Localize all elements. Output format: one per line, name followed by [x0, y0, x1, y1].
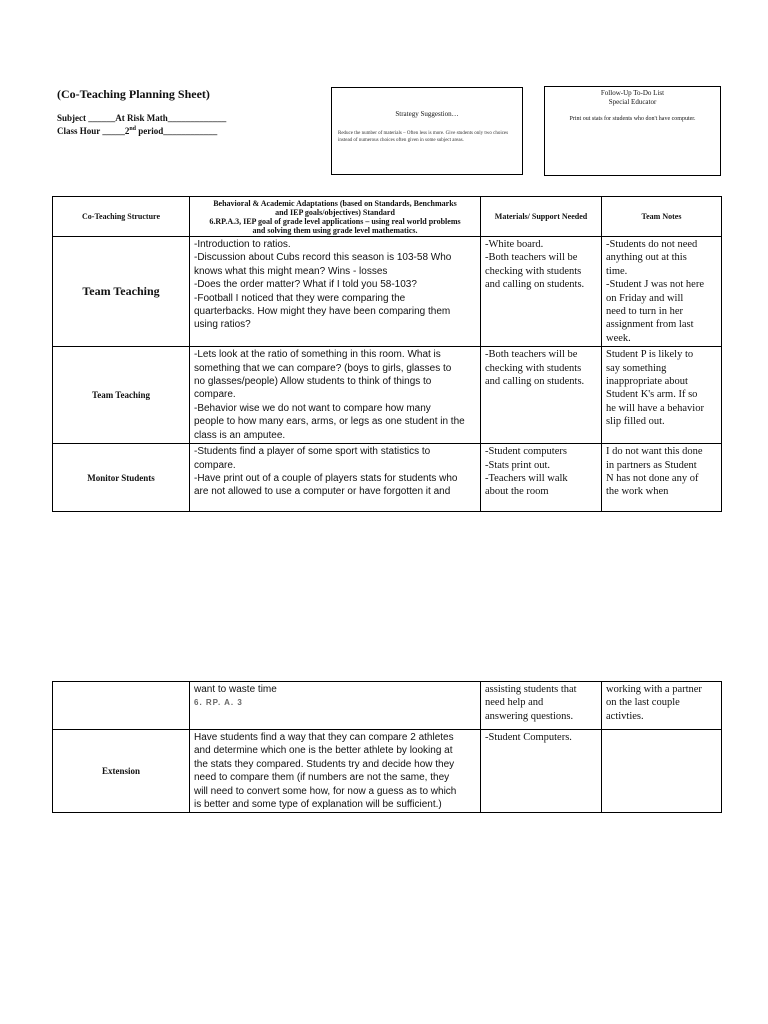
notes-cell	[602, 730, 722, 813]
text-line: I do not want this done	[606, 446, 703, 458]
text-line: week.	[606, 332, 631, 344]
text-line: need help and	[485, 697, 544, 709]
text-line: want to waste time	[194, 684, 277, 695]
adaptations-cell	[190, 347, 481, 444]
text-line: Student K's arm. If so	[606, 389, 698, 401]
text-line: and determine which one is the better athlete by looking at	[194, 745, 453, 757]
adapt-header-1: Behavioral & Academic Adaptations (based on Standards, Benchmarks	[213, 198, 457, 208]
notes-cell	[602, 444, 722, 512]
text-line: the work when	[606, 486, 669, 498]
text-line: he will have a behavior	[606, 402, 704, 414]
text-line: quarterbacks. How might they have been comparing them	[194, 306, 451, 318]
text-line: anything out at this	[606, 252, 687, 264]
materials-cell	[481, 682, 602, 730]
table-row	[53, 444, 722, 512]
standard-code: 6. RP. A. 3	[194, 698, 243, 708]
planning-table-continued	[52, 681, 722, 813]
text-line: on Friday and will	[606, 292, 684, 304]
text-line: answering questions.	[485, 710, 574, 722]
table-row	[53, 730, 722, 813]
col-adaptations-header	[190, 197, 481, 237]
text-line: -Behavior wise we do not want to compare how many	[194, 402, 431, 414]
text-line: -Student Computers.	[485, 732, 572, 743]
notes-cell	[602, 237, 722, 347]
text-line: activties.	[606, 710, 644, 722]
follow-up-heading-2: Special Educator	[608, 98, 657, 106]
text-line: -Introduction to ratios.	[194, 239, 291, 250]
structure-cell: Monitor Students	[53, 444, 190, 512]
col-structure-header: Co-Teaching Structure	[53, 197, 190, 237]
col-notes-header: Team Notes	[602, 197, 722, 237]
text-line: -Football I noticed that they were comparing the	[194, 292, 406, 304]
structure-cell: Extension	[53, 730, 190, 813]
text-line: people to how many ears, arms, or legs as one student in the	[194, 416, 465, 428]
text-line: checking with students	[485, 362, 582, 374]
table-row	[53, 237, 722, 347]
text-line: is better and some type of explanation will be sufficient.)	[194, 799, 442, 811]
adapt-header-3: 6.RP.A.3, IEP goal of grade level applications – using real world problems	[209, 216, 461, 226]
text-line: compare.	[194, 389, 236, 401]
follow-up-body: Print out stats for students who don't have computer.	[569, 116, 696, 122]
adapt-header-4: and solving them using grade level mathematics.	[252, 225, 418, 235]
text-line: using ratios?	[194, 319, 251, 331]
text-line: -Teachers will walk	[485, 472, 568, 484]
col-materials-header: Materials/ Support Needed	[481, 197, 602, 237]
strategy-body: Reduce the number of materials – Often less is more. Give students only two choices instead of numerous choices often given in some subject areas.	[338, 131, 509, 143]
text-line: knows what this might mean? Wins - losses	[194, 265, 388, 277]
text-line: the stats they compared. Students try and decide how they	[194, 758, 455, 770]
text-line: and calling on students.	[485, 279, 585, 291]
table-row	[53, 347, 722, 444]
header-meta	[57, 113, 226, 137]
text-line: on the last couple	[606, 697, 680, 709]
structure-cell: Team Teaching	[53, 237, 190, 347]
text-line: -White board.	[485, 239, 544, 250]
structure-cell: Team Teaching	[53, 347, 190, 444]
text-line: -Students find a player of some sport with statistics to	[194, 446, 431, 458]
text-line: are not allowed to use a computer or have forgotten it and	[194, 486, 451, 498]
subject-line: Subject ______At Risk Math_____________	[57, 113, 227, 123]
text-line: will need to convert some how, for now a guess as to which	[194, 785, 457, 797]
text-line: working with a partner	[606, 684, 702, 695]
strategy-suggestion-box	[331, 87, 523, 175]
class-hour-prefix: Class Hour _____2	[57, 126, 130, 136]
adaptations-cell	[190, 237, 481, 347]
text-line: inappropriate about	[606, 376, 688, 388]
text-line: -Both teachers will be	[485, 349, 578, 361]
text-line: no glasses/people) Allow students to think of things to	[194, 376, 432, 388]
text-line: checking with students	[485, 265, 582, 277]
notes-cell	[602, 347, 722, 444]
structure-cell	[53, 682, 190, 730]
page-title: (Co-Teaching Planning Sheet)	[57, 87, 210, 101]
follow-up-box	[544, 86, 721, 176]
text-line: compare.	[194, 459, 236, 471]
text-line: -Stats print out.	[485, 459, 551, 471]
text-line: need to turn in her	[606, 306, 683, 318]
table-header-row	[53, 197, 722, 237]
text-line: -Lets look at the ratio of something in this room. What is	[194, 349, 441, 361]
text-line: N has not done any of	[606, 472, 699, 484]
follow-up-heading-1: Follow-Up To-Do List	[600, 89, 665, 97]
class-hour-line	[57, 124, 226, 137]
text-line: -Students do not need	[606, 239, 698, 250]
text-line: time.	[606, 265, 628, 277]
materials-cell	[481, 237, 602, 347]
materials-cell	[481, 347, 602, 444]
text-line: -Both teachers will be	[485, 252, 578, 264]
table-row	[53, 682, 722, 730]
planning-table	[52, 196, 722, 512]
text-line: something that we can compare? (boys to girls, glasses to	[194, 362, 452, 374]
text-line: say something	[606, 362, 667, 374]
text-line: slip filled out.	[606, 416, 665, 428]
text-line: -Have print out of a couple of players stats for students who	[194, 472, 458, 484]
adaptations-cell	[190, 730, 481, 813]
text-line: assignment from last	[606, 319, 694, 331]
text-line: about the room	[485, 486, 549, 498]
text-line: -Discussion about Cubs record this season is 103-58 Who	[194, 252, 452, 264]
class-hour-sup: nd	[129, 126, 137, 132]
text-line: -Student J was not here	[606, 279, 704, 291]
text-line: -Does the order matter? What if I told you 58-103?	[194, 279, 417, 291]
text-line: need to compare them (if numbers are not the same, they	[194, 772, 450, 784]
text-line: assisting students that	[485, 684, 577, 695]
strategy-heading: Strategy Suggestion…	[395, 110, 459, 118]
text-line: in partners as Student	[606, 459, 697, 471]
text-line: Student P is likely to	[606, 349, 694, 361]
notes-cell	[602, 682, 722, 730]
materials-cell	[481, 444, 602, 512]
text-line: and calling on students.	[485, 376, 585, 388]
adapt-header-2: and IEP goals/objectives) Standard	[275, 207, 395, 217]
materials-cell	[481, 730, 602, 813]
adaptations-cell	[190, 444, 481, 512]
adaptations-cell	[190, 682, 481, 730]
text-line: Have students find a way that they can compare 2 athletes	[194, 732, 454, 743]
text-line: -Student computers	[485, 446, 567, 458]
text-line: class is an amputee.	[194, 429, 286, 441]
follow-up-heading	[545, 89, 720, 107]
class-hour-suffix: period____________	[136, 126, 218, 136]
